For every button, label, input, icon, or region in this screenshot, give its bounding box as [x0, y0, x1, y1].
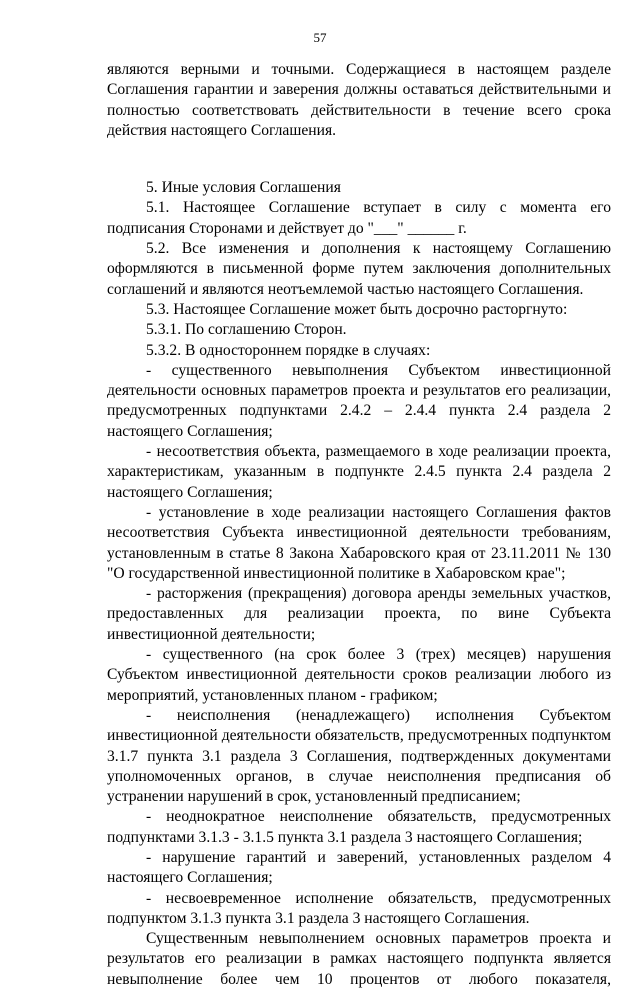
- clause-5-3-1: 5.3.1. По соглашению Сторон.: [146, 321, 347, 339]
- document-body: [107, 60, 611, 990]
- list-item-nonfulfillment: - существенного невыполнения Субъектом инвестиционной деятельности основных параметров проекта и результатов его реализации, предусмотренных подпунктами 2.4.2 – 2.4.4 пункта 2.4 раздела 2 настоящего Соглашения;: [107, 361, 611, 440]
- list-item-lease-termination: - расторжения (прекращения) договора аренды земельных участков, предоставленных для реализации проекта, по вине Субъекта инвестиционной деятельности;: [107, 585, 611, 643]
- paragraph-substantial-nonfulfillment: Существенным невыполнением основных параметров проекта и результатов его реализации в рамках настоящего подпункта является невыполнение более чем 10 процентов от любого показателя,: [107, 930, 611, 988]
- list-item-improper-execution: - неисполнения (ненадлежащего) исполнения Субъектом инвестиционной деятельности обязательств, предусмотренных подпунктом 3.1.7 пункта 3.1 раздела 3 Соглашения, подтвержденных документами уполномоченных органов, в случае неисполнения предписания об устранении нарушений в срок, установленный предписанием;: [107, 706, 611, 806]
- section-gap: [107, 141, 611, 178]
- list-item-requirements: - установление в ходе реализации настоящего Соглашения фактов несоответствия Субъекта инвестиционной деятельности требованиям, установленным в статье 8 Закона Хабаровского края от 23.11.2011 № 130 "О государственной инвестиционной политике в Хабаровском крае";: [107, 503, 611, 582]
- page-number: 57: [313, 30, 327, 45]
- list-item-untimely-execution: - несвоевременное исполнение обязательств, предусмотренных подпунктом 3.1.3 пункта 3.1 раздела 3 настоящего Соглашения.: [107, 889, 611, 927]
- clause-5-3-2: 5.3.2. В одностороннем порядке в случаях:: [146, 341, 431, 359]
- list-item-repeated-nonfulfillment: - неоднократное неисполнение обязательств, предусмотренных подпунктами 3.1.3 - 3.1.5 пункта 3.1 раздела 3 настоящего Соглашения;: [107, 808, 611, 846]
- list-item-nonconformity: - несоответствия объекта, размещаемого в ходе реализации проекта, характеристикам, указанным в подпункте 2.4.5 пункта 2.4 раздела 2 настоящего Соглашения;: [107, 443, 611, 501]
- section-heading-5: 5. Иные условия Соглашения: [146, 179, 341, 197]
- clause-5-1: 5.1. Настоящее Соглашение вступает в силу с момента его подписания Сторонами и действует до "___" ______ г.: [107, 199, 611, 237]
- clause-5-3: 5.3. Настоящее Соглашение может быть досрочно расторгнуто:: [146, 300, 568, 318]
- list-item-schedule-violation: - существенного (на срок более 3 (трех) месяцев) нарушения Субъектом инвестиционной деятельности сроков реализации любого из мероприятий, установленных планом - графиком;: [107, 646, 611, 704]
- clause-5-2: 5.2. Все изменения и дополнения к настоящему Соглашению оформляются в письменной форме путем заключения дополнительных соглашений и являются неотъемлемой частью настоящего Соглашения.: [107, 240, 611, 298]
- paragraph-guarantees-end: являются верными и точными. Содержащиеся в настоящем разделе Соглашения гарантии и заверения должны оставаться действительными и полностью соответствовать действительности в течение всего срока действия настоящего Соглашения.: [107, 61, 611, 139]
- list-item-guarantees-violation: - нарушение гарантий и заверений, установленных разделом 4 настоящего Соглашения;: [107, 848, 611, 887]
